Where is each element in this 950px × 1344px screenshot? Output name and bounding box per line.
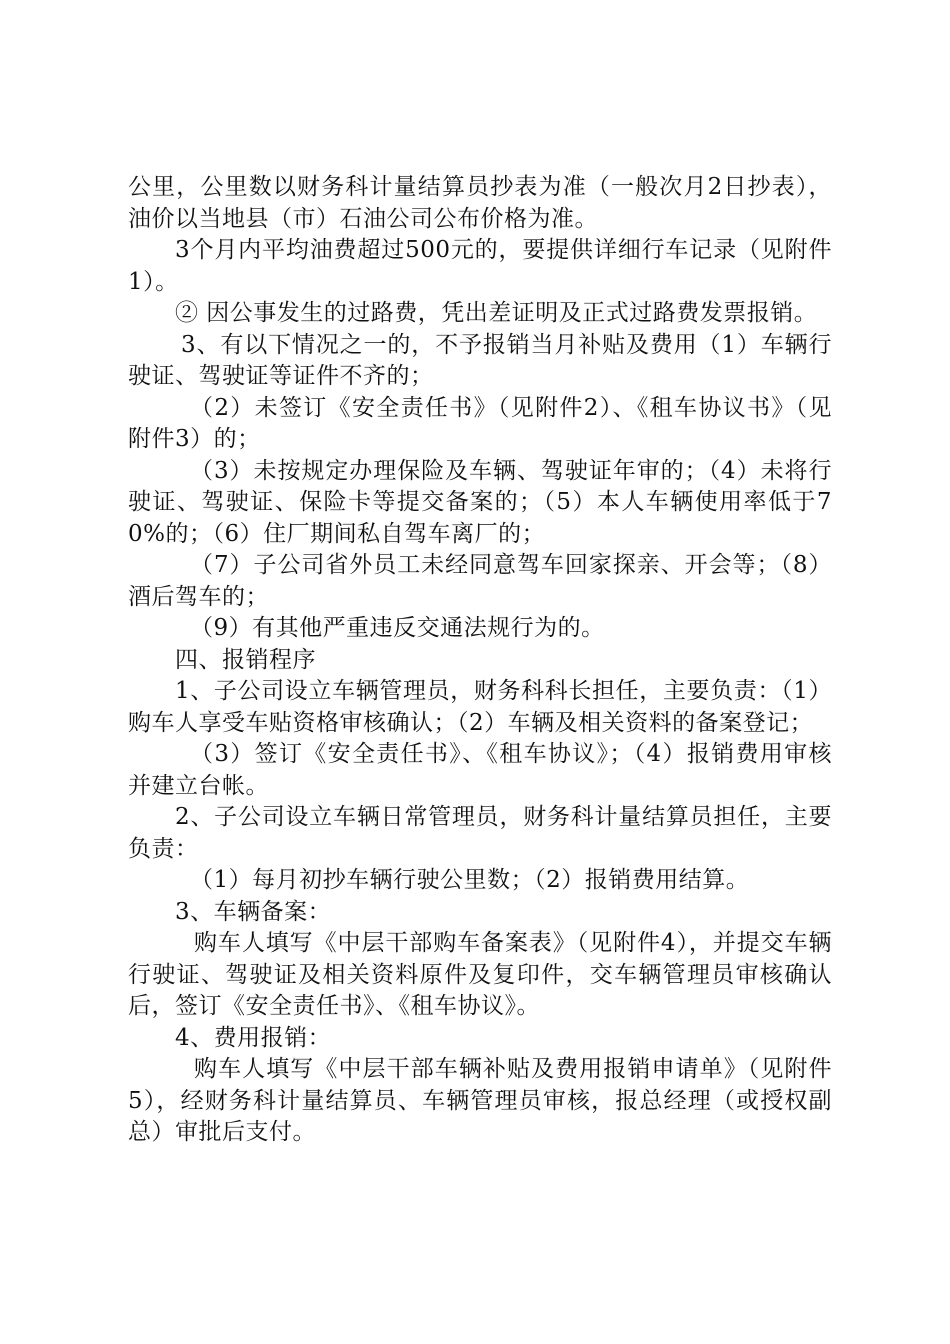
subheading-vehicle-registration: 3、车辆备案： — [175, 898, 332, 925]
document-body — [128, 172, 832, 1149]
paragraph-vehicle-registration: 购车人填写《中层干部购车备案表》（见附件4），并提交车辆行驶证、驾驶证及相关资料原件及复印件，交车辆管理员审核确认后，签订《安全责任书》、《租车协议》。 — [128, 930, 832, 1019]
paragraph-daily-administrator: 2、子公司设立车辆日常管理员，财务科计量结算员担任，主要负责： — [128, 804, 832, 862]
paragraph-mileage-and-fuel-price: 公里，公里数以财务科计量结算员抄表为准（一般次月2日抄表），油价以当地县（市）石油公司公布价格为准。 — [128, 174, 832, 232]
paragraph-toll-fees: ② 因公事发生的过路费，凭出差证明及正式过路费发票报销。 — [175, 300, 818, 326]
paragraph-no-reimbursement-conditions: 3、有以下情况之一的，不予报销当月补贴及费用（1）车辆行驶证、驾驶证等证件不齐的； — [128, 331, 832, 389]
paragraph-expense-reimbursement: 购车人填写《中层干部车辆补贴及费用报销申请单》（见附件5），经财务科计量结算员、车辆管理员审核，报总经理（或授权副总）审批后支付。 — [128, 1056, 832, 1145]
subheading-expense-reimbursement: 4、费用报销： — [175, 1024, 332, 1051]
paragraph-fuel-over-500: 3个月内平均油费超过500元的，要提供详细行车记录（见附件1）。 — [128, 237, 832, 295]
paragraph-daily-duties: （1）每月初抄车辆行驶公里数；（2）报销费用结算。 — [190, 867, 750, 893]
paragraph-condition-2: （2）未签订《安全责任书》（见附件2）、《租车协议书》（见附件3）的； — [128, 394, 832, 452]
section-heading-reimbursement-procedure: 四、报销程序 — [175, 646, 316, 673]
paragraph-administrator-duties-3-4: （3）签订《安全责任书》、《租车协议》；（4）报销费用审核并建立台帐。 — [128, 741, 832, 799]
paragraph-conditions-3-to-6: （3）未按规定办理保险及车辆、驾驶证年审的；（4）未将行驶证、驾驶证、保险卡等提交备案的；（5）本人车辆使用率低于70%的；（6）住厂期间私自驾车离厂的； — [128, 457, 832, 547]
paragraph-vehicle-administrator: 1、子公司设立车辆管理员，财务科科长担任，主要负责：（1）购车人享受车贴资格审核确认；（2）车辆及相关资料的备案登记； — [128, 678, 832, 736]
paragraph-condition-9: （9）有其他严重违反交通法规行为的。 — [190, 615, 605, 641]
paragraph-conditions-7-8: （7）子公司省外员工未经同意驾车回家探亲、开会等；（8）酒后驾车的； — [128, 552, 832, 610]
